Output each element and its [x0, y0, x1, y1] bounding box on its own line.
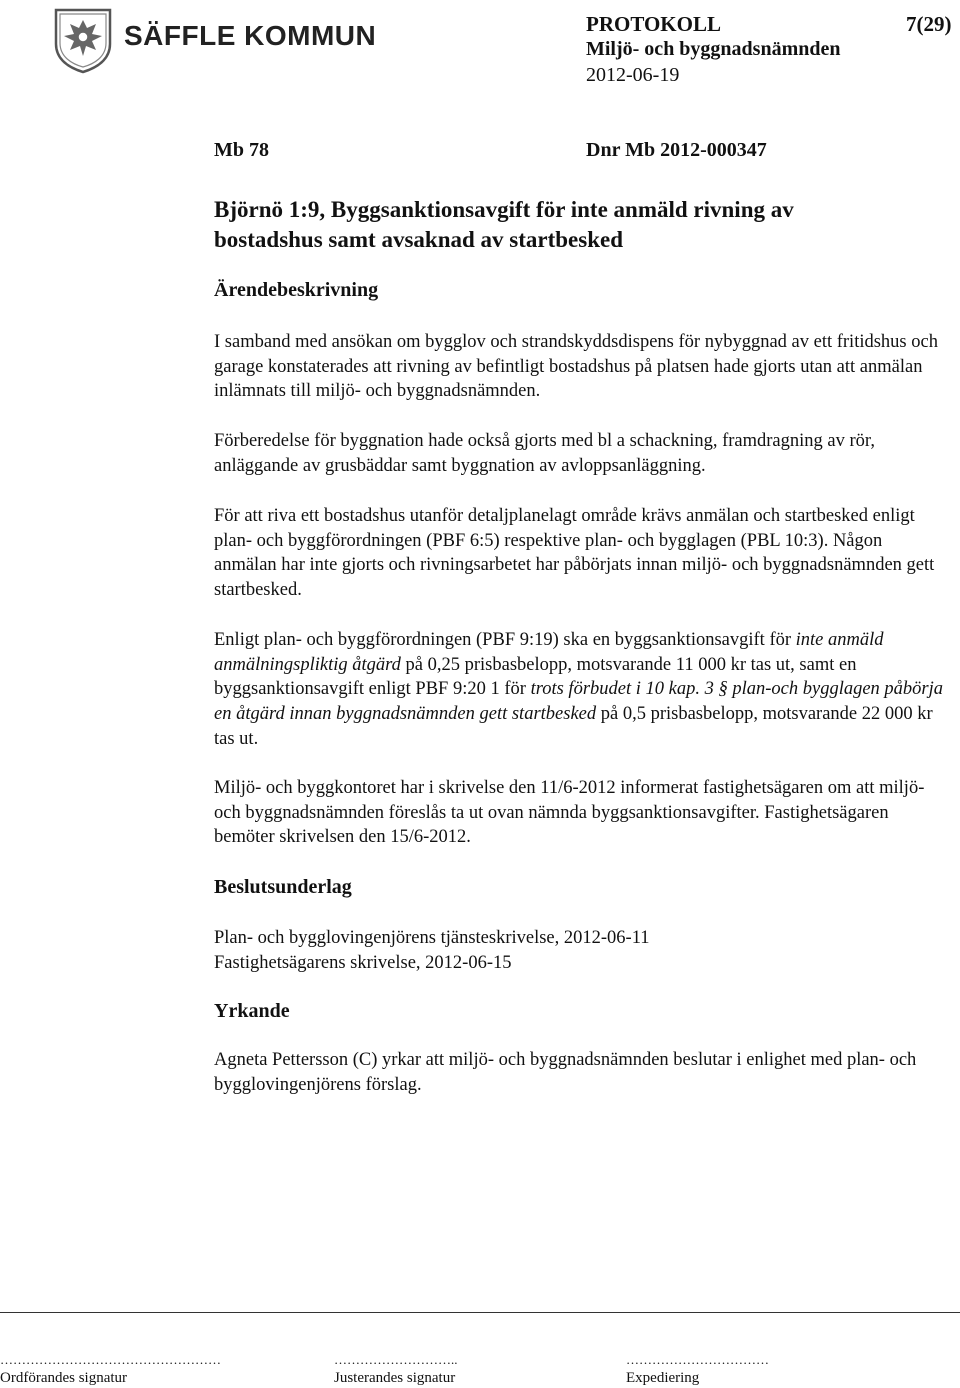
- org-name: SÄFFLE KOMMUN: [124, 20, 377, 51]
- signature-line-chair: ……………………………………………: [0, 1352, 221, 1367]
- meeting-date: 2012-06-19: [586, 64, 680, 86]
- case-title-line-2: bostadshus samt avsaknad av startbesked: [214, 227, 623, 252]
- paragraph-3: [214, 504, 946, 603]
- case-title: [214, 195, 946, 255]
- paragraph-5-text: Miljö- och byggkontoret har i skrivelse den 11/6-2012 informerat fastighetsägaren om att miljö- och byggnadsnämnden föreslås ta ut ovan nämnda byggsanktionsavgifter. Fastighetsägaren bemöter skrivelsen den 15/6-2012.: [214, 778, 925, 848]
- paragraph-1: [214, 330, 946, 404]
- case-title-line-1: Björnö 1:9, Byggsanktionsavgift för inte anmäld rivning av: [214, 197, 794, 222]
- paragraph-5: [214, 776, 946, 850]
- decision-basis-item: Fastighetsägarens skrivelse, 2012-06-15: [214, 952, 512, 973]
- paragraph-4-part-c: på 0,25 prisbasbelopp, motsvarande 11 000 kr tas ut, samt en byggsanktionsavgift enligt PBF 9:20 1 för: [214, 654, 857, 700]
- decision-basis-item: Plan- och bygglovingenjörens tjänsteskrivelse, 2012-06-11: [214, 928, 650, 948]
- paragraph-4-part-a: Enligt plan- och byggförordningen (PBF 9:19) ska en byggsanktionsavgift för: [214, 630, 796, 650]
- doc-type: PROTOKOLL: [586, 12, 721, 36]
- paragraph-4-part-e: på 0,5 prisbasbelopp, motsvarande 22 000 kr tas ut.: [214, 704, 933, 749]
- paragraph-4-italic-1: inte anmäld anmälningspliktig åtgärd: [214, 630, 884, 675]
- paragraph-4-italic-2: trots förbudet i 10 kap. 3 § plan-och bygglagen påbörja en åtgärd innan byggnadsnämnden gett startbesked: [214, 679, 944, 725]
- decision-basis-list: [214, 926, 946, 975]
- heading-yrkande: Yrkande: [214, 1000, 290, 1022]
- coat-of-arms-icon: [52, 6, 114, 74]
- paragraph-1-text: I samband med ansökan om bygglov och strandskyddsdispens för nybyggnad av ett fritidshus och garage konstaterades att rivning av befintligt bostadshus på platsen hade gjorts utan att anmälan inlämnats till miljö- och byggnadsnämnden.: [214, 332, 938, 402]
- paragraph-3-text: För att riva ett bostadshus utanför detaljplanelagt område krävs anmälan och startbesked enligt plan- och byggförordningen (PBF 6:5) respektive plan- och bygglagen (PBL 10:3). Någon anmälan har inte gjorts och rivningsarbetet har påbörjats innan miljö- och byggnadsnämnden gett startbesked.: [214, 506, 935, 601]
- motion-text: Agneta Pettersson (C) yrkar att miljö- och byggnadsnämnden beslutar i enlighet med plan- och bygglovingenjörens förslag.: [214, 1050, 917, 1095]
- footer-divider: [0, 1312, 960, 1313]
- signature-line-adjuster: ………………………..: [334, 1352, 458, 1367]
- municipal-logo: [52, 6, 377, 79]
- board-name: Miljö- och byggnadsnämnden: [586, 38, 841, 60]
- page-number: 7(29): [906, 12, 952, 36]
- signature-label-adjuster: Justerandes signatur: [334, 1370, 456, 1386]
- motion-paragraph: [214, 1048, 946, 1097]
- paragraph-2: [214, 429, 946, 478]
- diary-number: Dnr Mb 2012-000347: [586, 139, 767, 161]
- signature-label-dispatch: Expediering: [626, 1370, 700, 1386]
- signature-line-dispatch: ……………………………: [626, 1352, 769, 1367]
- paragraph-4: [214, 628, 946, 752]
- heading-beslutsunderlag: Beslutsunderlag: [214, 876, 352, 898]
- heading-arendebeskrivning: Ärendebeskrivning: [214, 279, 379, 301]
- signature-label-chair: Ordförandes signatur: [0, 1370, 128, 1386]
- paragraph-2-text: Förberedelse för byggnation hade också gjorts med bl a schackning, framdragning av rör, anläggande av grusbäddar samt byggnation av avloppsanläggning.: [214, 431, 875, 476]
- paragraph-number: Mb 78: [214, 139, 269, 161]
